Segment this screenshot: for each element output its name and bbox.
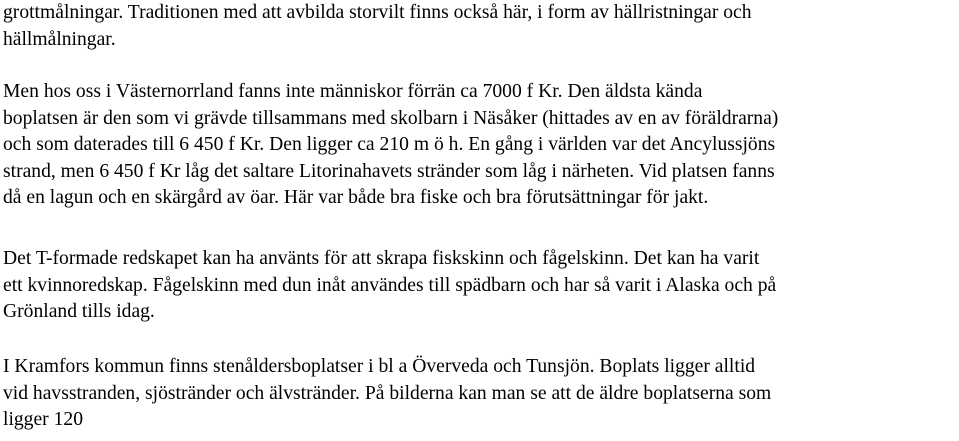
text-line: ligger 120 xyxy=(3,409,83,430)
text-line: vid havsstranden, sjöstränder och älvstränder. På bilderna kan man se att de äldre boplatserna som xyxy=(3,382,772,404)
paragraph-kramfors-sites xyxy=(3,354,771,434)
text-line: I Kramfors kommun finns stenåldersboplatser i bl a Överveda och Tunsjön. Boplats ligger alltid xyxy=(3,356,756,377)
text-line: boplatsen är den som vi grävde tillsammans med skolbarn i Näsåker (hittades av en av föräldrarna) xyxy=(3,107,779,129)
text-line: ett kvinnoredskap. Fågelskinn med dun inåt användes till spädbarn och har så varit i Alaska och på xyxy=(3,274,777,296)
text-line: Men hos oss i Västernorrland fanns inte människor förrän ca 7000 f Kr. Den äldsta kända xyxy=(3,81,703,102)
text-line: grottmålningar. Traditionen med att avbilda storvilt finns också här, i form av hällristningar och xyxy=(3,2,752,23)
text-line: strand, men 6 450 f Kr låg det saltare Litorinahavets stränder som låg i närheten. Vid platsen fanns xyxy=(3,160,775,182)
text-line: Det T-formade redskapet kan ha använts för att skrapa fiskskinn och fågelskinn. Det kan ha varit xyxy=(3,248,760,269)
paragraph-t-shaped-tool xyxy=(3,246,776,326)
text-line: hällmålningar. xyxy=(3,28,116,50)
text-line: då en lagun och en skärgård av öar. Här var både bra fiske och bra förutsättningar för jakt. xyxy=(3,187,709,208)
text-line: Grönland tills idag. xyxy=(3,301,155,322)
text-line: och som daterades till 6 450 f Kr. Den ligger ca 210 m ö h. En gång i världen var det Ancylussjöns xyxy=(3,134,776,155)
paragraph-rock-paintings xyxy=(3,0,752,53)
paragraph-vasternorrland-settlement xyxy=(3,79,778,212)
